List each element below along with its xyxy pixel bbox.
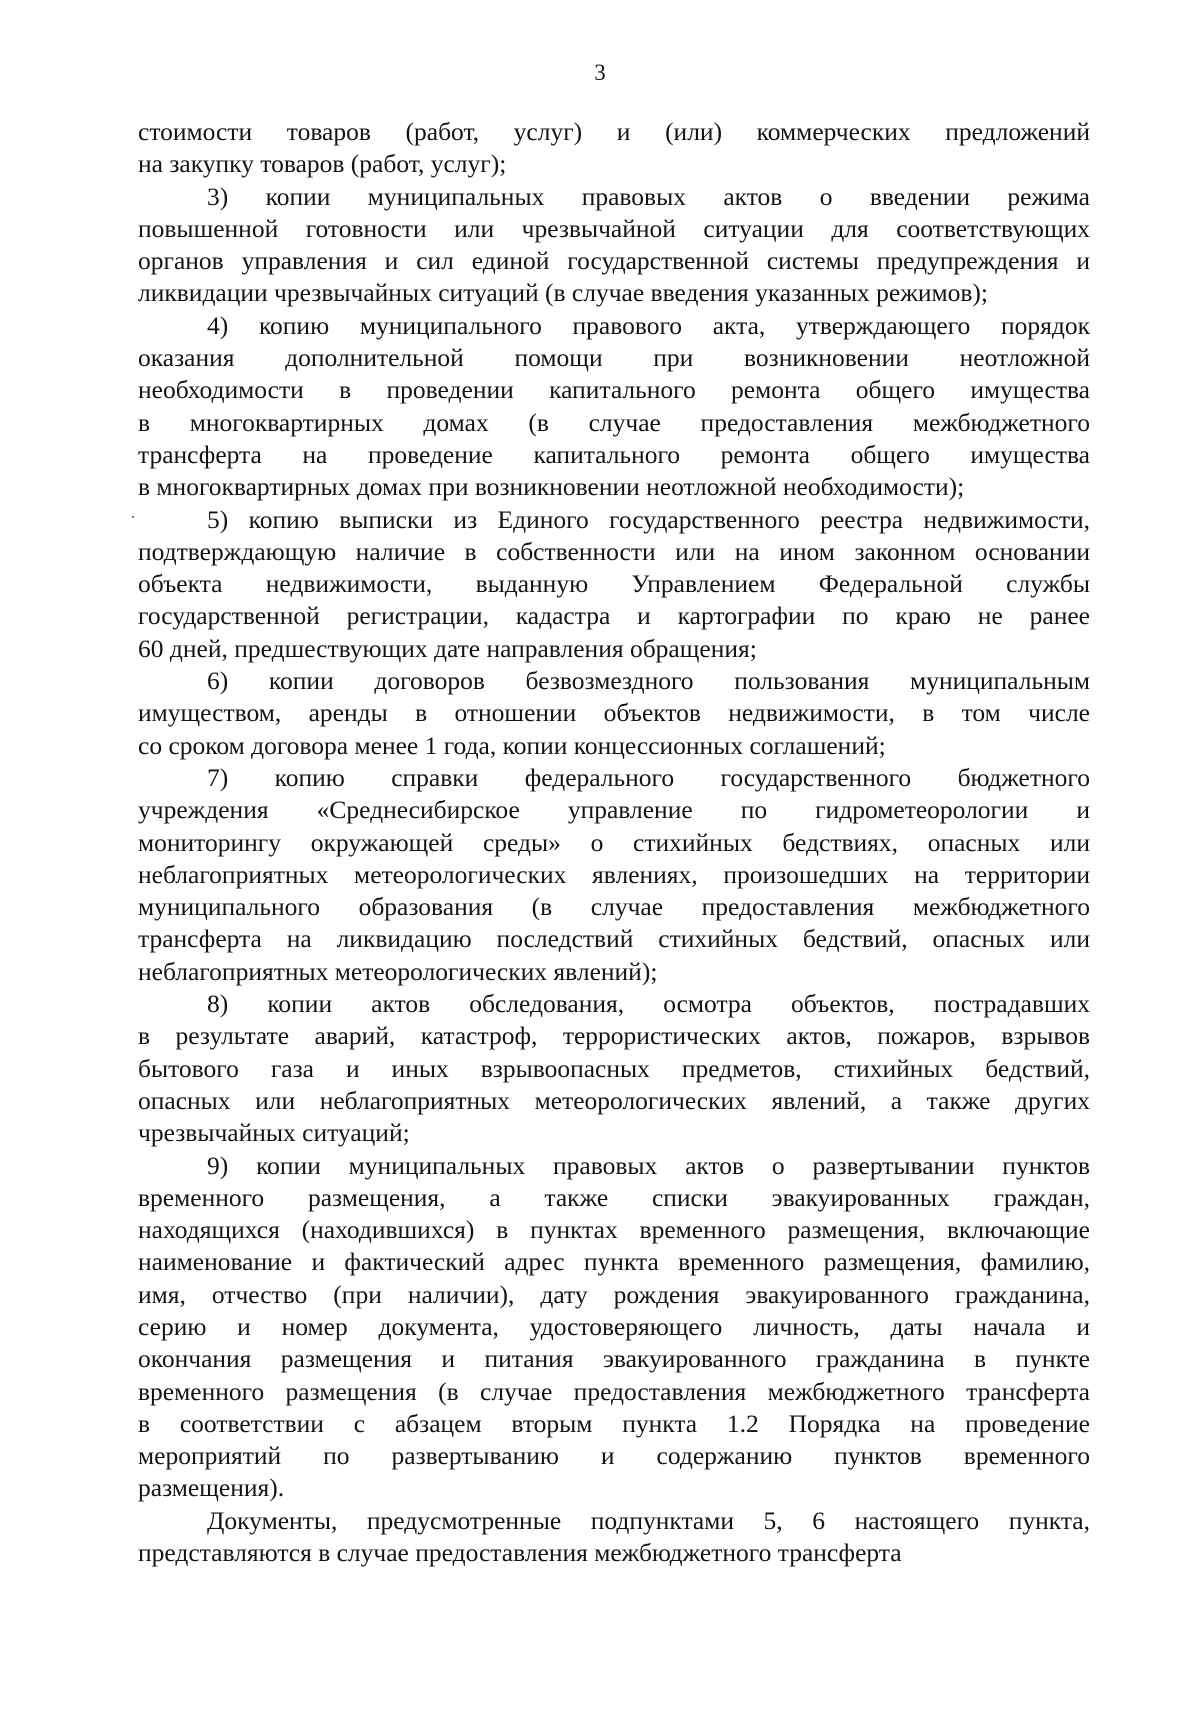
paragraph-p9 [138,1150,1090,1505]
text-line: временного размещения (в случае предоставления межбюджетного трансферта [138,1376,1090,1406]
text-line: в многоквартирных домах (в случае предоставления межбюджетного [138,407,1090,437]
paragraph-p6 [138,665,1090,762]
text-line: 8) копии актов обследования, осмотра объектов, пострадавших [207,989,1090,1019]
text-line: подтверждающую наличие в собственности или на ином законном основании [138,536,1090,566]
text-line: имя, отчество (при наличии), дату рождения эвакуированного гражданина, [138,1279,1090,1309]
paragraph-p0 [138,116,1090,181]
text-line: неблагоприятных метеорологических явлениях, произошедших на территории [138,859,1090,889]
text-line: трансферта на проведение капитального ремонта общего имущества [138,439,1090,469]
text-line: мониторингу окружающей среды» о стихийных бедствиях, опасных или [138,827,1090,857]
text-line: в соответствии с абзацем вторым пункта 1.2 Порядка на проведение [138,1408,1090,1438]
text-line: опасных или неблагоприятных метеорологических явлений, а также других [138,1085,1090,1115]
text-line: наименование и фактический адрес пункта временного размещения, фамилию, [138,1247,1090,1277]
text-line: на закупку товаров (работ, услуг); [138,149,507,179]
page-number: 3 [594,60,606,85]
text-line: трансферта на ликвидацию последствий стихийных бедствий, опасных или [138,924,1090,954]
paragraph-p10 [138,1505,1090,1570]
scan-speck [132,516,134,518]
text-line: мероприятий по развертыванию и содержанию пунктов временного [138,1441,1090,1471]
text-line: размещения). [138,1473,285,1503]
paragraph-p4 [138,310,1090,504]
paragraph-p5 [138,504,1090,665]
text-line: 5) копию выписки из Единого государственного реестра недвижимости, [207,504,1090,534]
text-line: 9) копии муниципальных правовых актов о развертывании пунктов [207,1150,1090,1180]
paragraph-p8 [138,988,1090,1149]
text-line: 3) копии муниципальных правовых актов о введении режима [207,181,1090,211]
text-line: объекта недвижимости, выданную Управлением Федеральной службы [138,569,1090,599]
text-line: имуществом, аренды в отношении объектов недвижимости, в том числе [138,698,1090,728]
paragraph-p7 [138,762,1090,988]
text-line: в многоквартирных домах при возникновении неотложной необходимости); [138,472,965,502]
text-line: необходимости в проведении капитального ремонта общего имущества [138,375,1090,405]
text-line: представляются в случае предоставления межбюджетного трансферта [138,1538,902,1568]
text-line: временного размещения, а также списки эвакуированных граждан, [138,1182,1090,1212]
text-line: муниципального образования (в случае предоставления межбюджетного [138,892,1090,922]
text-line: 60 дней, предшествующих дате направления обращения; [138,633,757,663]
text-line: 4) копию муниципального правового акта, утверждающего порядок [207,310,1090,340]
text-line: неблагоприятных метеорологических явлений); [138,956,658,986]
text-line: Документы, предусмотренные подпунктами 5, 6 настоящего пункта, [207,1505,1090,1535]
text-line: чрезвычайных ситуаций; [138,1118,410,1148]
text-line: окончания размещения и питания эвакуированного гражданина в пункте [138,1344,1090,1374]
text-line: учреждения «Среднесибирское управление по гидрометеорологии и [138,795,1090,825]
text-line: стоимости товаров (работ, услуг) и (или) коммерческих предложений [138,117,1090,146]
paragraph-p3 [138,181,1090,310]
text-line: находящихся (находившихся) в пунктах временного размещения, включающие [138,1215,1090,1245]
text-line: бытового газа и иных взрывоопасных предметов, стихийных бедствий, [138,1053,1090,1083]
text-line: оказания дополнительной помощи при возникновении неотложной [138,343,1090,373]
text-line: ликвидации чрезвычайных ситуаций (в случае введения указанных режимов); [138,278,989,308]
text-line: серию и номер документа, удостоверяющего личность, даты начала и [138,1311,1090,1341]
text-line: 6) копии договоров безвозмездного пользования муниципальным [207,666,1090,696]
text-line: со сроком договора менее 1 года, копии концессионных соглашений; [138,730,886,760]
text-line: органов управления и сил единой государственной системы предупреждения и [138,246,1090,276]
text-line: государственной регистрации, кадастра и картографии по краю не ранее [138,601,1090,631]
text-line: в результате аварий, катастроф, террористических актов, пожаров, взрывов [138,1021,1090,1051]
text-line: повышенной готовности или чрезвычайной ситуации для соответствующих [138,213,1090,243]
text-line: 7) копию справки федерального государственного бюджетного [207,762,1090,792]
document-body [138,116,1090,1569]
